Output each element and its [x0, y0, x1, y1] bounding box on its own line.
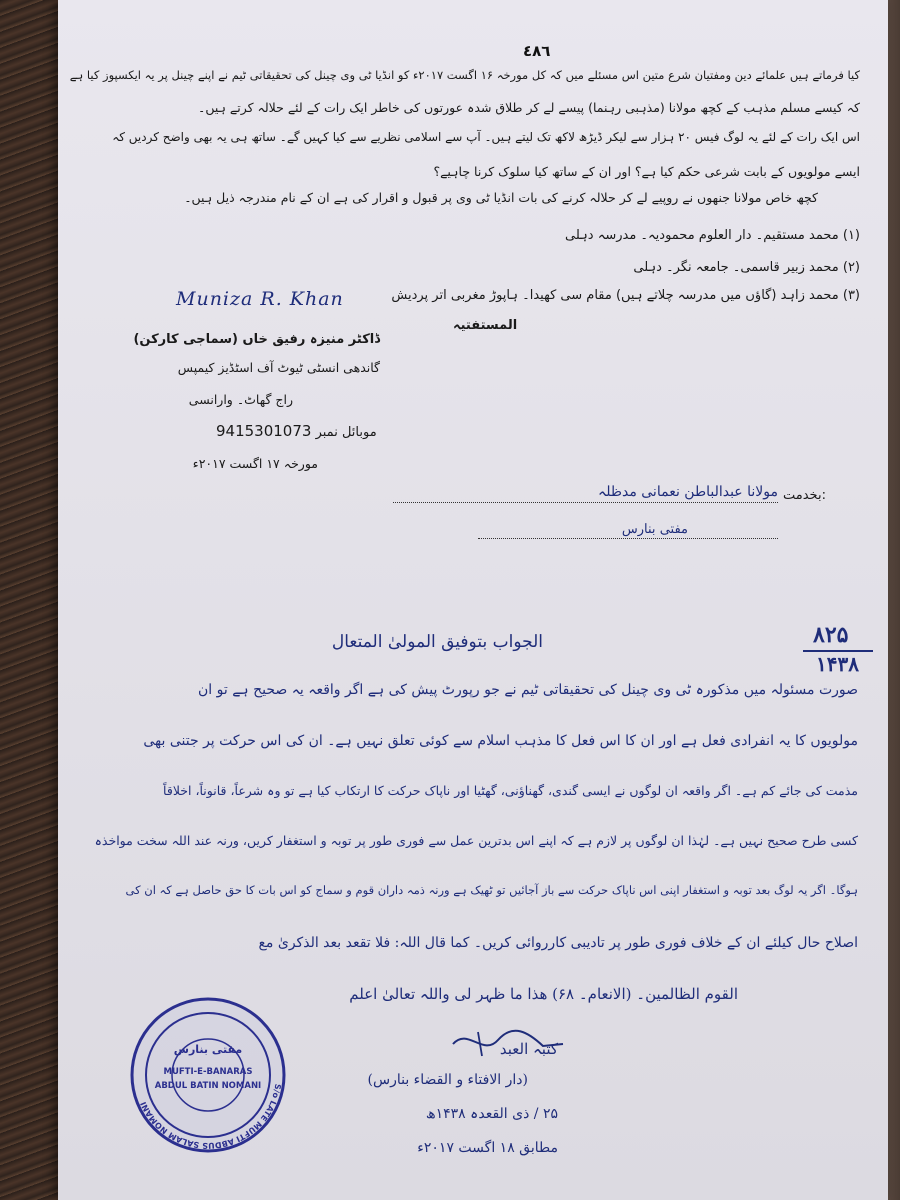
addressee-title-dotted-line — [478, 538, 778, 539]
answer-line: اصلاح حال کیلئے ان کے خلاف فوری طور پر تادیبی کارروائی کریں۔ کما قال اللہ: فلا تقعد بعد الذکریٰ مع — [258, 935, 858, 951]
sender-mobile — [216, 422, 377, 440]
addressee-title: مفتی بنارس — [621, 522, 688, 537]
answer-line: مذمت کی جائے کم ہے۔ اگر واقعہ ان لوگوں نے ایسی گندی، گھناؤنی، گھٹیا اور ناپاک حرکت کا ارتکاب کیا ہے تو وہ شرعاً، قانوناً، اخلاقاً — [163, 783, 858, 798]
name-list-item: (۲) محمد زبیر قاسمی۔ جامعہ نگر۔ دہلی — [633, 260, 860, 275]
official-stamp — [128, 995, 288, 1155]
question-line: کہ کیسے مسلم مذہب کے کچھ مولانا (مذہبی رہنما) پیسے لے کر طلاق شدہ عورتوں کی خاطر ایک رات کے لئے حلالہ کرتے ہیں۔ — [198, 100, 860, 115]
answer-line: کسی طرح صحیح نہیں ہے۔ لہٰذا ان لوگوں پر لازم ہے کہ اپنے اس بدترین عمل سے فوری طور پر توبہ و استغفار کریں، ورنہ عند اللہ سخت مواخذہ — [94, 833, 858, 848]
answer-heading: الجواب بتوفیق المولیٰ المتعال — [331, 632, 543, 652]
stamp-top-text: مفتی بنارس — [173, 1043, 243, 1056]
stamp-ring-text: S/o LATE MUFTI ABDUS SALAM NOMANI — [138, 1083, 283, 1151]
mufti-signature-scribble — [448, 1022, 568, 1062]
sender-institute: گاندھی انسٹی ٹیوٹ آف اسٹڈیز کیمپس — [177, 360, 380, 375]
sender-address: راج گھاٹ۔ وارانسی — [188, 392, 293, 407]
question-line: کچھ خاص مولانا جنھوں نے روپیے لے کر حلالہ کرنے کی بات انڈیا ٹی وی پر قبول و اقرار کی ہے ان کے نام مندرجہ ذیل ہیں۔ — [184, 190, 818, 205]
addressee-dotted-line — [393, 502, 778, 503]
mobile-number: 9415301073 — [216, 422, 312, 440]
answer-line: القوم الظالمین۔ (الانعام۔ ۶۸) ھذا ما ظہر لی واللہ تعالیٰ اعلم — [349, 985, 738, 1003]
signature: Muniza R. Khan — [176, 288, 344, 310]
ifta-office: (دار الافتاء و القضاء بنارس) — [367, 1072, 528, 1088]
reference-number: ۸۲۵ — [813, 622, 849, 648]
hijri-date: ۲۵ / ذی القعدہ ۱۴۳۸ھ — [425, 1106, 558, 1122]
addressee-name: مولانا عبدالباطن نعمانی مدظلہ — [597, 484, 778, 500]
name-list-item: (۱) محمد مستقیم۔ دار العلوم محمودیہ۔ مدرسہ دہلی — [565, 228, 860, 243]
question-line: کیا فرماتے ہیں علمائے دین ومفتیان شرع متین اس مسئلے میں کہ کل مورخہ ۱۶ اگست ۲۰۱۷ء کو انڈیا ٹی وی چینل کی تحقیقاتی ٹیم نے اپنے چینل پر یہ ایکسپوز کیا ہے — [69, 68, 860, 82]
sender-date: مورخہ ۱۷ اگست ۲۰۱۷ء — [192, 456, 318, 471]
stamp-line-2: ABDUL BATIN NOMANI — [154, 1081, 262, 1091]
question-line: اس ایک رات کے لئے یہ لوگ فیس ۲۰ ہزار سے لیکر ڈیڑھ لاکھ تک لیتے ہیں۔ آپ سے اسلامی نظریے سے کیا کہیں گے۔ ساتھ ہی یہ بھی واضح کردیں کہ — [112, 130, 860, 144]
khidmat-label: بخدمت: — [783, 488, 826, 503]
answer-line: مولویوں کا یہ انفرادی فعل ہے اور ان کا اس فعل کا مذہب اسلام سے کوئی تعلق نہیں ہے۔ ان کی اس حرکت پر جتنی بھی — [143, 733, 858, 749]
mustafti-label: المستفتیہ — [453, 318, 518, 333]
reference-year: ۱۴۳۸ — [816, 652, 859, 676]
page-number: ٤٨٦ — [523, 42, 551, 60]
stamp-line-1: MUFTI-E-BANARAS — [163, 1067, 253, 1077]
question-line: ایسے مولویوں کے بابت شرعی حکم کیا ہے؟ اور ان کے ساتھ کیا سلوک کرنا چاہیے؟ — [433, 164, 860, 179]
gregorian-date: مطابق ۱۸ اگست ۲۰۱۷ء — [417, 1140, 558, 1156]
katabahu: کتبہ العبد — [499, 1040, 558, 1058]
name-list-item: (۳) محمد زاہد (گاؤں میں مدرسہ چلاتے ہیں) مقام سی کھیدا۔ ہاپوڑ مغربی اتر پردیش — [391, 288, 860, 303]
sender-name: ڈاکٹر منیزہ رفیق خاں (سماجی کارکن) — [133, 332, 380, 347]
answer-line: ہوگا۔ اگر یہ لوگ بعد توبہ و استغفار اپنی اس ناپاک حرکت سے باز آجائیں تو ٹھیک ہے ورنہ ذمہ داران قوم و سماج کو اس بات کا حق حاصل ہے کہ ان کی — [125, 883, 858, 897]
mobile-label: موبائل نمبر — [315, 425, 377, 440]
answer-line: صورت مسئولہ میں مذکورہ ٹی وی چینل کی تحقیقاتی ٹیم نے جو رپورٹ پیش کی ہے اگر واقعہ یہ صحیح ہے تو ان — [198, 682, 858, 698]
